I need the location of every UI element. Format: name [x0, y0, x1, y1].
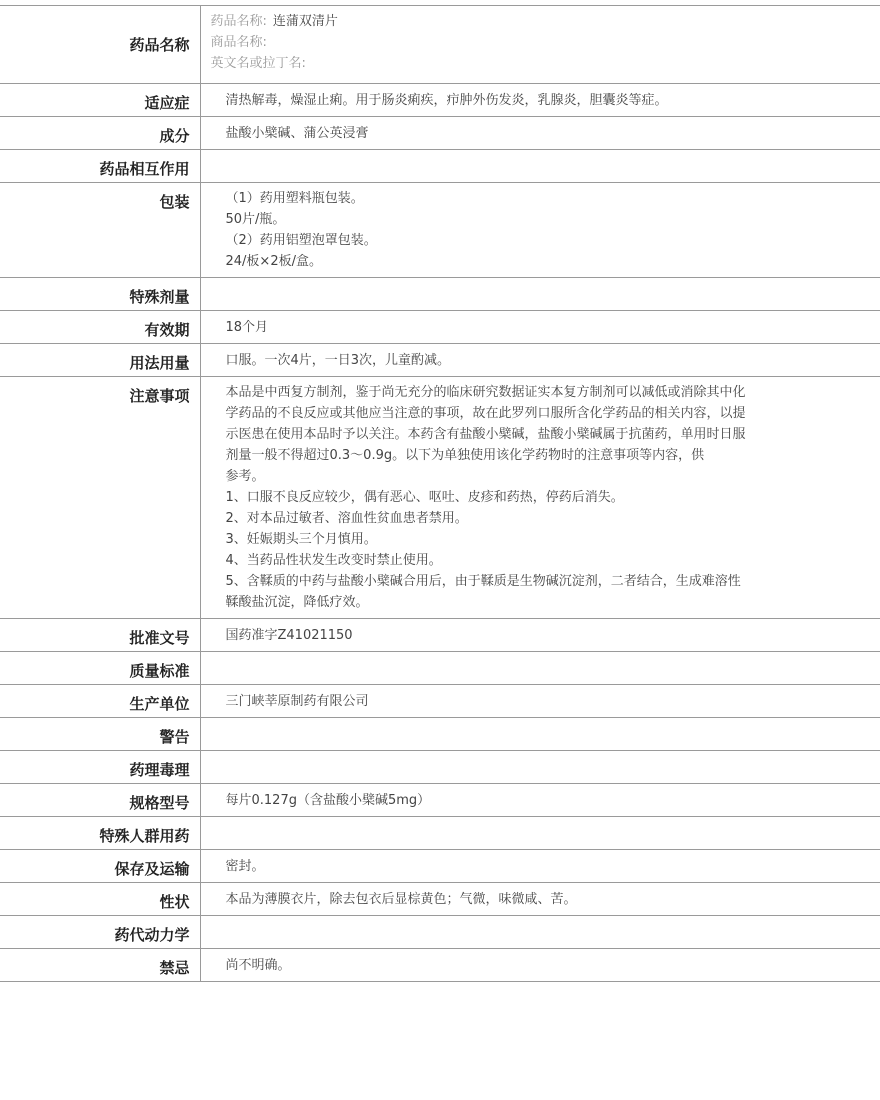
- label-usage: 用法用量: [0, 344, 200, 377]
- value-quality-standard: [200, 652, 880, 685]
- packaging-line: （1）药用塑料瓶包装。: [225, 191, 364, 206]
- label-drug-names: 药品名称: [0, 6, 200, 84]
- value-pharmacokinetics: [200, 916, 880, 949]
- value-ingredients: 盐酸小檗碱、蒲公英浸膏: [200, 117, 880, 150]
- label-quality-standard: 质量标准: [0, 652, 200, 685]
- row-drug-names: [0, 6, 880, 84]
- precautions-line: 学药品的不良反应或其他应当注意的事项，故在此罗列口服所含化学药品的相关内容，以提: [225, 406, 746, 421]
- value-manufacturer: 三门峡莘原制药有限公司: [200, 685, 880, 718]
- label-ingredients: 成分: [0, 117, 200, 150]
- value-special-population: [200, 817, 880, 850]
- row-manufacturer: [0, 685, 880, 718]
- precautions-line: 本品是中西复方制剂，鉴于尚无充分的临床研究数据证实本复方制剂可以减低或消除其中化: [225, 385, 746, 400]
- english-name-label: 英文名或拉丁名:: [210, 56, 306, 71]
- value-contraindications: 尚不明确。: [200, 949, 880, 982]
- value-warning: [200, 718, 880, 751]
- row-special-population: [0, 817, 880, 850]
- precautions-line: 参考。: [225, 469, 265, 484]
- label-toxicology: 药理毒理: [0, 751, 200, 784]
- label-manufacturer: 生产单位: [0, 685, 200, 718]
- row-storage: [0, 850, 880, 883]
- label-description: 性状: [0, 883, 200, 916]
- english-name-line: [211, 53, 789, 74]
- generic-name-label: 药品名称:: [210, 14, 267, 29]
- precautions-line: 3、妊娠期头三个月慎用。: [225, 532, 377, 547]
- label-specification: 规格型号: [0, 784, 200, 817]
- row-toxicology: [0, 751, 880, 784]
- value-usage: 口服。一次4片，一日3次，儿童酌减。: [200, 344, 880, 377]
- label-pharmacokinetics: 药代动力学: [0, 916, 200, 949]
- generic-name-line: [211, 11, 789, 32]
- label-storage: 保存及运输: [0, 850, 200, 883]
- value-drug-names: [200, 6, 880, 84]
- value-specification: 每片0.127g（含盐酸小檗碱5mg）: [200, 784, 880, 817]
- row-packaging: [0, 183, 880, 278]
- precautions-line: 4、当药品性状发生改变时禁止使用。: [225, 553, 442, 568]
- packaging-line: （2）药用铝塑泡罩包装。: [225, 233, 377, 248]
- label-indications: 适应症: [0, 84, 200, 117]
- trade-name-line: [211, 32, 789, 53]
- row-contraindications: [0, 949, 880, 982]
- value-special-dosage: [200, 278, 880, 311]
- value-packaging: [200, 183, 880, 278]
- row-specification: [0, 784, 880, 817]
- value-precautions: [200, 377, 880, 619]
- row-special-dosage: [0, 278, 880, 311]
- packaging-line: 50片/瓶。: [225, 212, 286, 227]
- value-indications: 清热解毒，燥湿止痢。用于肠炎痢疾，疖肿外伤发炎，乳腺炎，胆囊炎等症。: [200, 84, 880, 117]
- row-pharmacokinetics: [0, 916, 880, 949]
- value-toxicology: [200, 751, 880, 784]
- row-description: [0, 883, 880, 916]
- label-special-population: 特殊人群用药: [0, 817, 200, 850]
- row-usage: [0, 344, 880, 377]
- drug-spec-table: [0, 5, 880, 982]
- row-interactions: [0, 150, 880, 183]
- precautions-line: 2、对本品过敏者、溶血性贫血患者禁用。: [225, 511, 468, 526]
- value-approval-number: 国药准字Z41021150: [200, 619, 880, 652]
- precautions-line: 剂量一般不得超过0.3～0.9g。以下为单独使用该化学药物时的注意事项等内容，供: [225, 448, 705, 463]
- value-shelf-life: 18个月: [200, 311, 880, 344]
- label-interactions: 药品相互作用: [0, 150, 200, 183]
- label-precautions: 注意事项: [0, 377, 200, 619]
- precautions-line: 鞣酸盐沉淀，降低疗效。: [225, 595, 369, 610]
- value-storage: 密封。: [200, 850, 880, 883]
- row-shelf-life: [0, 311, 880, 344]
- packaging-line: 24/板×2板/盒。: [225, 254, 322, 269]
- row-precautions: [0, 377, 880, 619]
- label-shelf-life: 有效期: [0, 311, 200, 344]
- value-interactions: [200, 150, 880, 183]
- value-description: 本品为薄膜衣片，除去包衣后显棕黄色；气微，味微咸、苦。: [200, 883, 880, 916]
- label-contraindications: 禁忌: [0, 949, 200, 982]
- row-warning: [0, 718, 880, 751]
- generic-name-value: 连蒲双清片: [272, 14, 338, 29]
- label-warning: 警告: [0, 718, 200, 751]
- trade-name-label: 商品名称:: [210, 35, 267, 50]
- row-approval-number: [0, 619, 880, 652]
- label-approval-number: 批准文号: [0, 619, 200, 652]
- row-ingredients: [0, 117, 880, 150]
- label-special-dosage: 特殊剂量: [0, 278, 200, 311]
- label-packaging: 包装: [0, 183, 200, 278]
- row-quality-standard: [0, 652, 880, 685]
- row-indications: [0, 84, 880, 117]
- precautions-line: 5、含鞣质的中药与盐酸小檗碱合用后，由于鞣质是生物碱沉淀剂，二者结合，生成难溶性: [225, 574, 741, 589]
- precautions-line: 示医患在使用本品时予以关注。本药含有盐酸小檗碱，盐酸小檗碱属于抗菌药，单用时日服: [225, 427, 746, 442]
- precautions-line: 1、口服不良反应较少，偶有恶心、呕吐、皮疹和药热，停药后消失。: [225, 490, 624, 505]
